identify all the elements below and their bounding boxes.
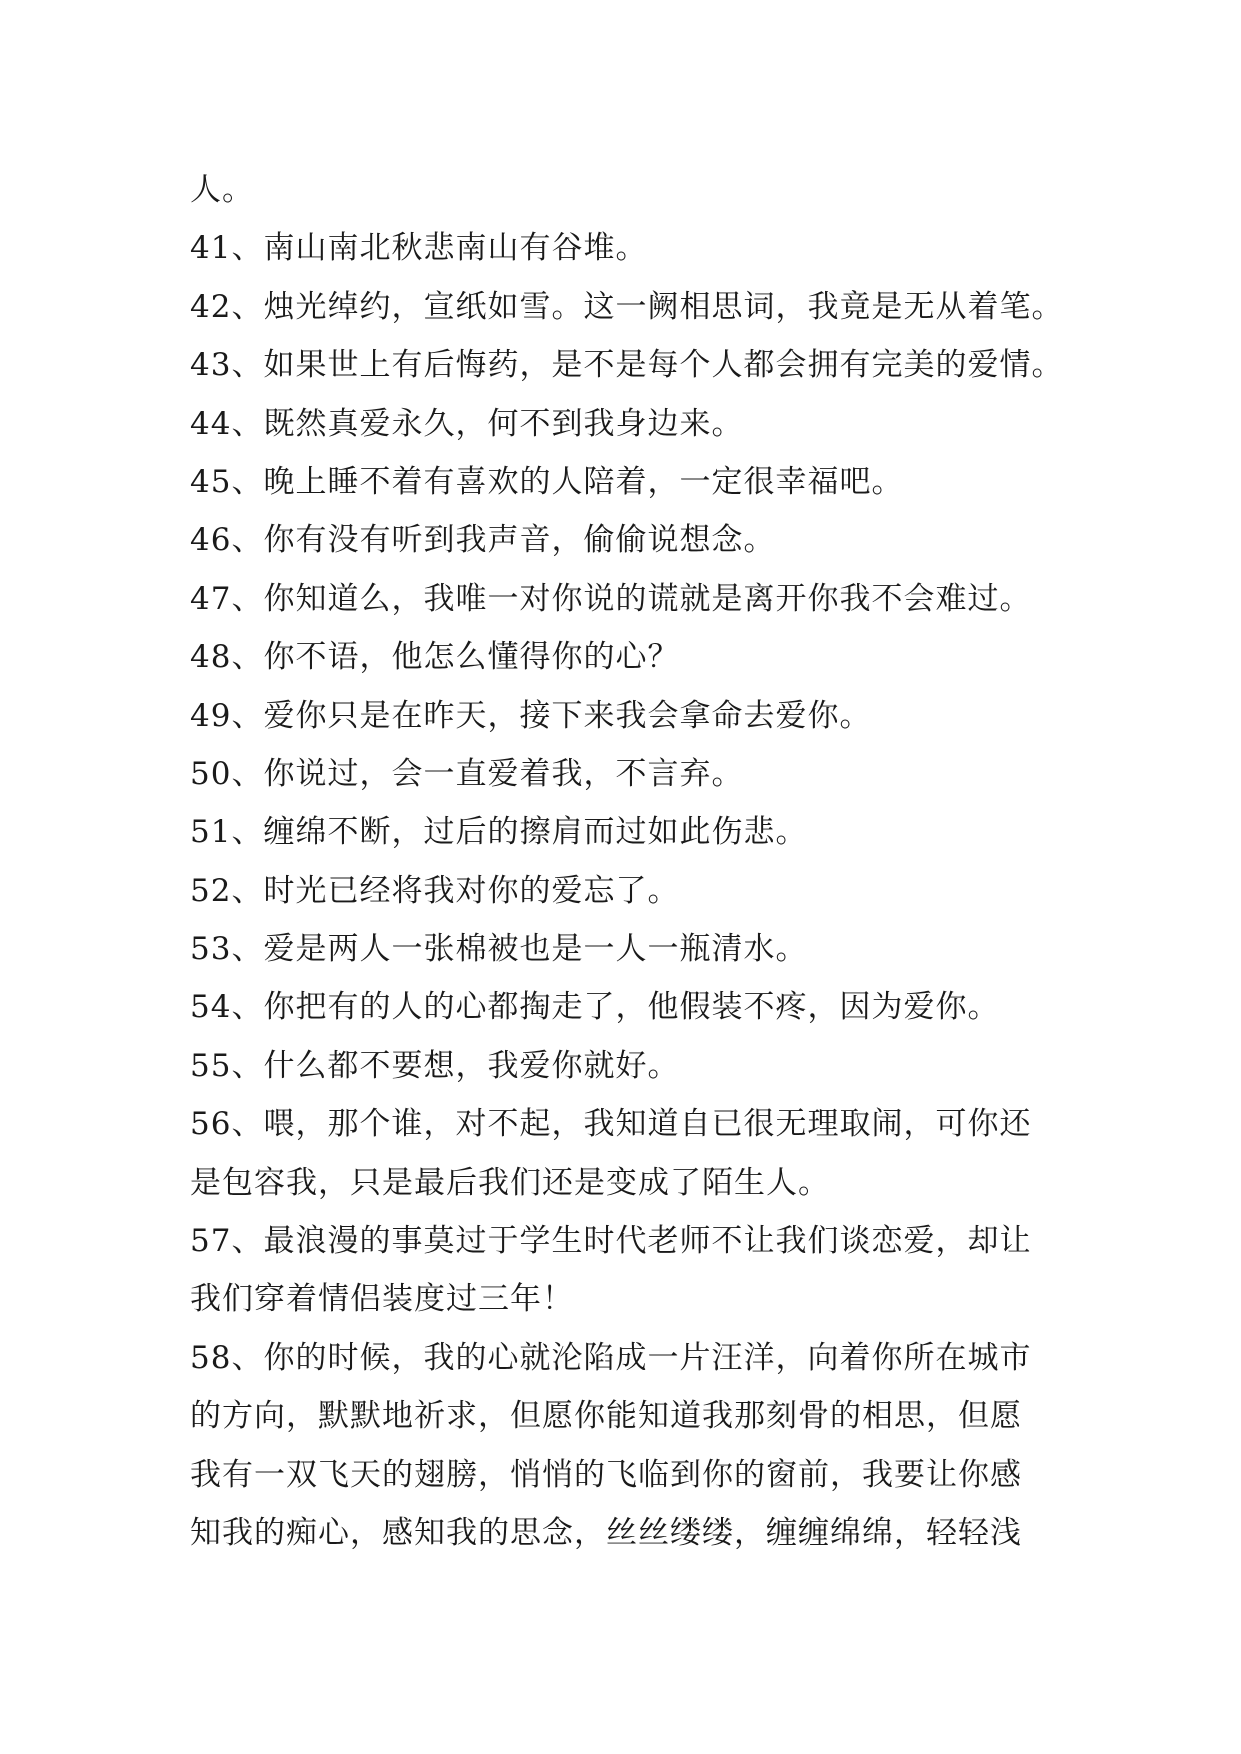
text-line: 我有一双飞天的翅膀，悄悄的飞临到你的窗前，我要让你感 (190, 1456, 1022, 1493)
text-line: 58、你的时候，我的心就沦陷成一片汪洋，向着你所在城市 (190, 1339, 1032, 1376)
text-line: 45、晚上睡不着有喜欢的人陪着，一定很幸福吧。 (190, 463, 904, 500)
text-line: 44、既然真爱永久，何不到我身边来。 (190, 405, 744, 442)
text-line: 46、你有没有听到我声音，偷偷说想念。 (190, 522, 776, 559)
text-line: 我们穿着情侣装度过三年！ (190, 1281, 574, 1318)
text-line: 人。 (190, 172, 254, 208)
text-line: 是包容我，只是最后我们还是变成了陌生人。 (190, 1164, 830, 1201)
text-line: 57、最浪漫的事莫过于学生时代老师不让我们谈恋爱，却让 (190, 1223, 1032, 1260)
text-line: 55、什么都不要想，我爱你就好。 (190, 1047, 680, 1084)
text-line: 54、你把有的人的心都掏走了，他假装不疼，因为爱你。 (190, 989, 1000, 1026)
text-line: 的方向，默默地祈求，但愿你能知道我那刻骨的相思，但愿 (190, 1398, 1022, 1435)
text-line: 48、你不语，他怎么懂得你的心？ (190, 639, 680, 676)
text-line: 50、你说过，会一直爱着我，不言弃。 (190, 755, 744, 792)
text-line: 52、时光已经将我对你的爱忘了。 (190, 872, 680, 909)
text-line: 42、烛光绰约，宣纸如雪。这一阙相思词，我竟是无从着笔。 (190, 288, 1064, 325)
text-line: 56、喂，那个谁，对不起，我知道自已很无理取闹，可你还 (190, 1106, 1032, 1143)
text-line: 知我的痴心，感知我的思念，丝丝缕缕，缠缠绵绵，轻轻浅 (190, 1514, 1022, 1551)
text-line: 41、南山南北秋悲南山有谷堆。 (190, 230, 648, 267)
text-line: 43、如果世上有后悔药，是不是每个人都会拥有完美的爱情。 (190, 347, 1064, 384)
text-line: 49、爱你只是在昨天，接下来我会拿命去爱你。 (190, 697, 872, 734)
document-body (190, 161, 1070, 1562)
text-line: 47、你知道么，我唯一对你说的谎就是离开你我不会难过。 (190, 580, 1032, 617)
text-line: 53、爱是两人一张棉被也是一人一瓶清水。 (190, 931, 808, 968)
text-line: 51、缠绵不断，过后的擦肩而过如此伤悲。 (190, 814, 808, 851)
